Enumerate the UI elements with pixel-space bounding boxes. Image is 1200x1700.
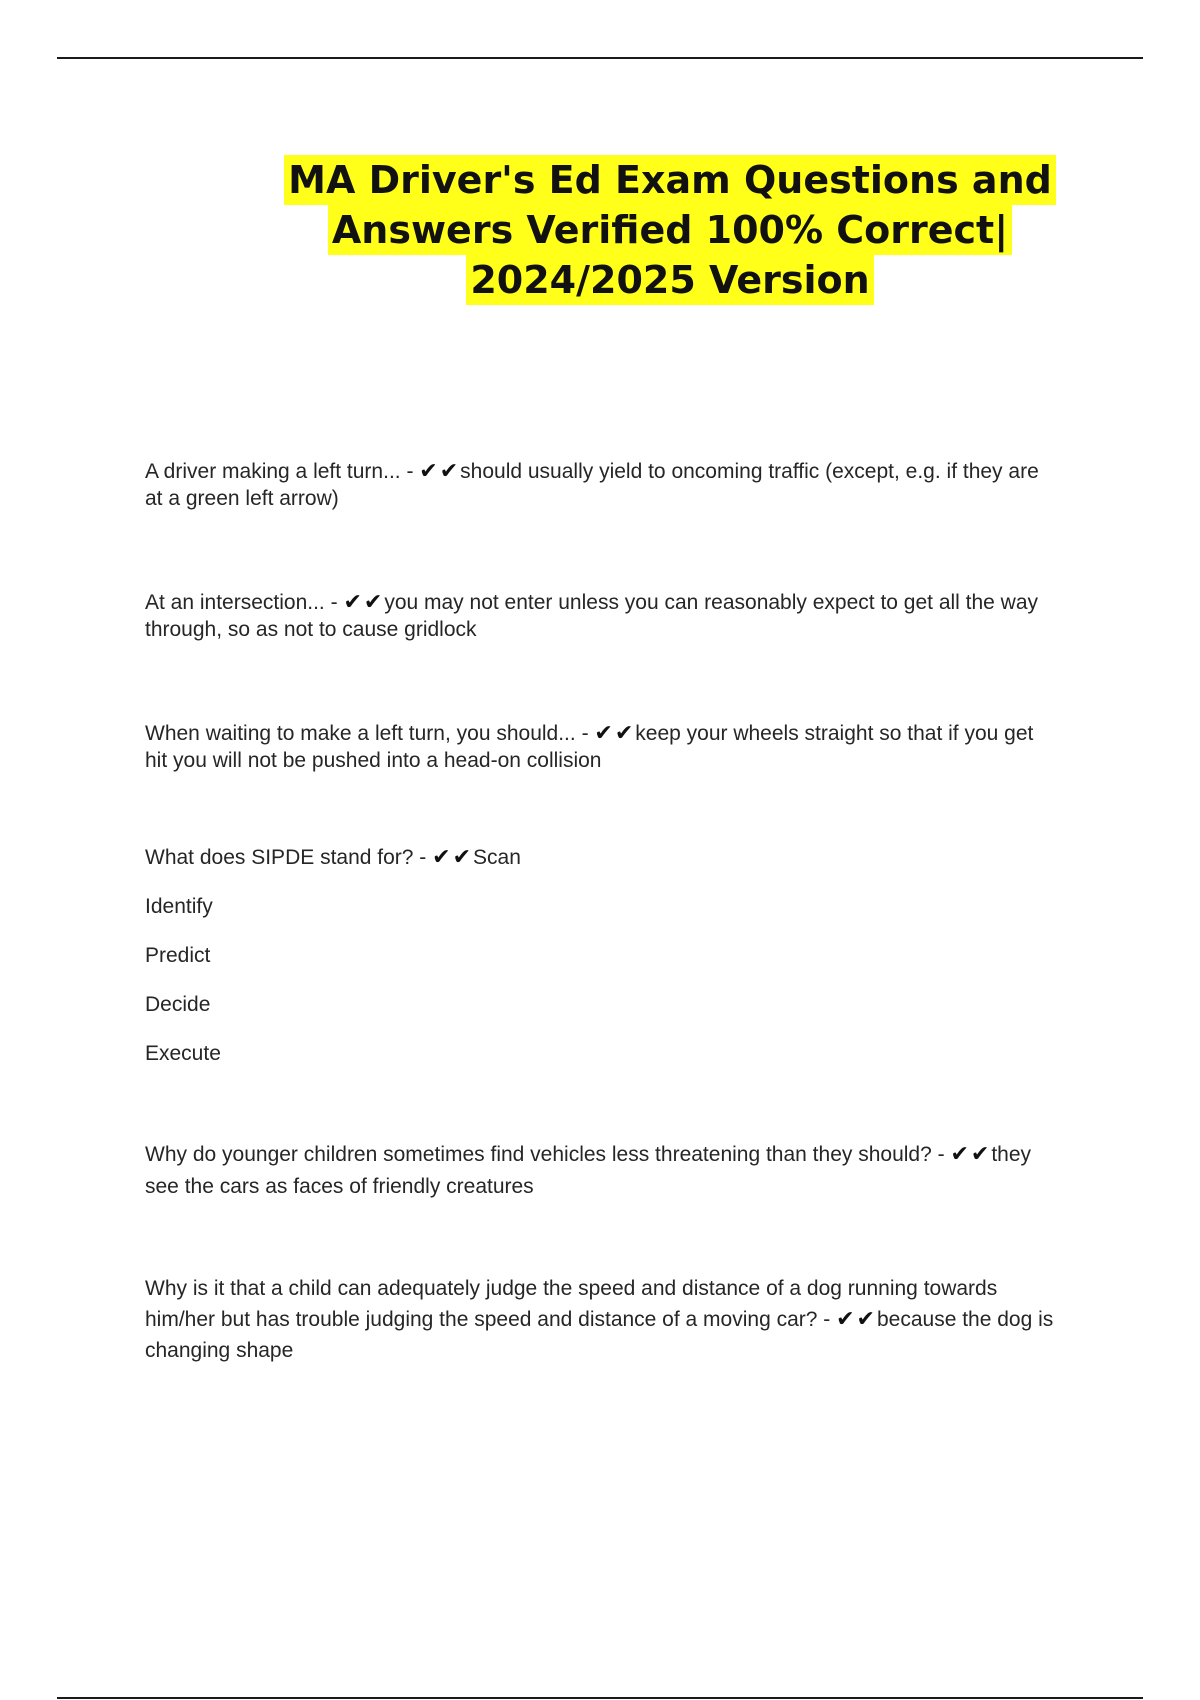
qa-item-4 [145, 844, 1055, 871]
double-check-icon: ✔✔ [343, 590, 385, 615]
qa-item-2 [145, 589, 1055, 643]
answer-text: keep your wheels straight so that if you get hit you will not be pushed into a head-on collision [145, 722, 1034, 772]
answer-line-decide: Decide [145, 993, 211, 1016]
question-text: A driver making a left turn... [145, 460, 401, 483]
answer-line-identify: Identify [145, 895, 213, 918]
bottom-rule [57, 1697, 1143, 1699]
answer-text: you may not enter unless you can reasonably expect to get all the way through, so as not to cause gridlock [145, 591, 1039, 641]
qa-item-1 [145, 458, 1055, 512]
answer-line-predict: Predict [145, 944, 211, 967]
title-line-2: Answers Verified 100% Correct| [328, 205, 1012, 255]
separator: - [817, 1308, 837, 1331]
separator: - [575, 722, 595, 745]
question-text: At an intersection... [145, 591, 325, 614]
answer-text: because the dog is changing shape [145, 1308, 1054, 1362]
answer-text: Scan [473, 846, 521, 869]
qa-item-5 [145, 1139, 1055, 1203]
title-line-1: MA Driver's Ed Exam Questions and [284, 155, 1056, 205]
qa-list [145, 458, 1055, 1366]
double-check-icon: ✔✔ [594, 721, 636, 746]
qa-item-3 [145, 720, 1055, 774]
question-text: When waiting to make a left turn, you should... [145, 722, 576, 745]
double-check-icon: ✔✔ [836, 1307, 877, 1332]
separator: - [413, 846, 433, 869]
question-text: What does SIPDE stand for? [145, 846, 414, 869]
document-title [250, 155, 1090, 305]
title-line-3: 2024/2025 Version [466, 255, 873, 305]
separator: - [324, 591, 344, 614]
double-check-icon: ✔✔ [432, 845, 474, 870]
double-check-icon: ✔✔ [419, 459, 461, 484]
answer-text: they see the cars as faces of friendly creatures [145, 1143, 1032, 1198]
question-text: Why do younger children sometimes find vehicles less threatening than they should? [145, 1143, 932, 1166]
separator: - [400, 460, 420, 483]
answer-line-execute: Execute [145, 1042, 221, 1065]
separator: - [931, 1143, 951, 1166]
answer-text: should usually yield to oncoming traffic (except, e.g. if they are at a green left arrow) [145, 460, 1039, 510]
double-check-icon: ✔✔ [950, 1142, 992, 1167]
top-rule [57, 57, 1143, 59]
question-text: Why is it that a child can adequately judge the speed and distance of a dog running towards him/her but has trouble judging the speed and distance of a moving car? [145, 1277, 998, 1331]
qa-item-6 [145, 1273, 1055, 1366]
